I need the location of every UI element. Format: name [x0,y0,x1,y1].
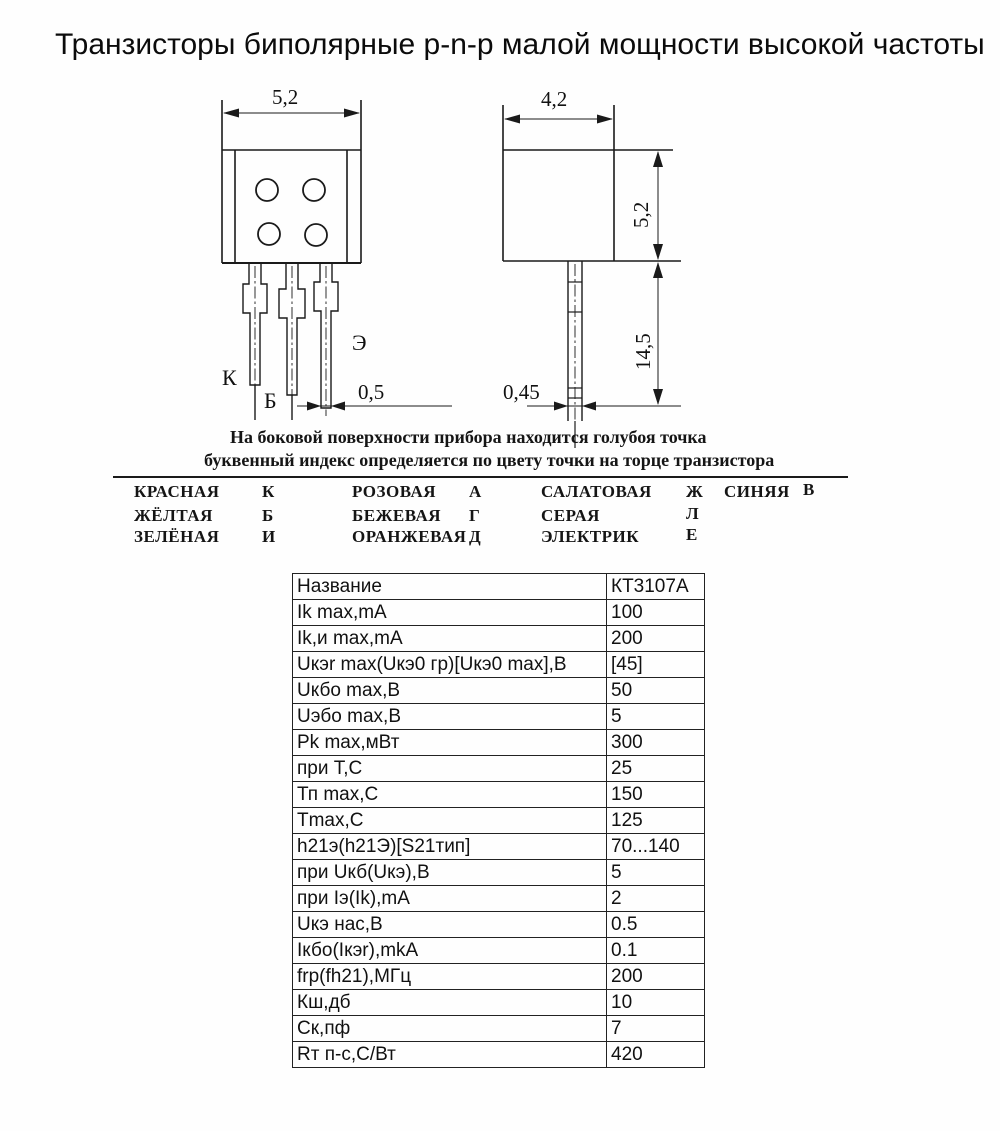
spec-param-cell: Ik,и max,mA [293,626,607,652]
table-row [293,678,705,704]
color-name: САЛАТОВАЯ [541,482,652,501]
spec-param-cell: Uкэ нас,В [293,912,607,938]
color-name: СИНЯЯ [724,482,790,501]
emitter-label: Э [352,330,367,355]
table-row [293,574,705,600]
spec-param-cell: при Т,С [293,756,607,782]
spec-param-cell: Uкбо max,В [293,678,607,704]
color-letter-code: Д [469,527,482,546]
color-letter-code: И [262,527,276,546]
spec-value-cell: 5 [607,860,705,886]
spec-param-cell: Ск,пф [293,1016,607,1042]
spec-value-cell: 7 [607,1016,705,1042]
table-row [293,626,705,652]
table-row [293,652,705,678]
spec-value-cell: 25 [607,756,705,782]
color-letter-code: Л [686,504,700,523]
table-row [293,600,705,626]
base-label: Б [264,388,277,413]
dimple-hole [258,223,280,245]
side-lead-length-dim-label: 14,5 [631,333,655,370]
dimple-hole [305,224,327,246]
side-height-dim-label: 5,2 [629,201,653,228]
color-letter-code: В [803,480,815,499]
spec-value-cell: 0.1 [607,938,705,964]
note-line-1: На боковой поверхности прибора находится голубоя точка [230,427,707,447]
color-name: ЭЛЕКТРИК [541,527,640,546]
table-row [293,912,705,938]
front-view-drawing [222,85,452,420]
color-letter-code: А [469,482,482,501]
spec-value-cell: 150 [607,782,705,808]
table-row [293,1016,705,1042]
spec-param-cell: Название [293,574,607,600]
spec-table [292,573,705,1068]
color-name: ОРАНЖЕВАЯ [352,527,467,546]
spec-value-cell: 70...140 [607,834,705,860]
page-title: Транзисторы биполярные p-n-p малой мощности высокой частоты [55,28,985,61]
spec-value-cell: КТ3107А [607,574,705,600]
spec-param-cell: Ik max,mA [293,600,607,626]
spec-param-cell: frp(fh21),МГц [293,964,607,990]
color-letter-code: Е [686,525,698,544]
spec-value-cell: 2 [607,886,705,912]
table-row [293,1042,705,1068]
table-row [293,704,705,730]
spec-param-cell: Iкбо(Iкэr),mkA [293,938,607,964]
divider-line [113,476,848,478]
spec-value-cell: 50 [607,678,705,704]
color-letter-code: Г [469,506,481,525]
front-width-dim-label: 5,2 [272,85,299,109]
spec-value-cell: 300 [607,730,705,756]
color-name: БЕЖЕВАЯ [352,506,442,525]
table-row [293,938,705,964]
dimple-hole [256,179,278,201]
spec-value-cell: 0.5 [607,912,705,938]
spec-param-cell: Uкэr max(Uкэ0 гр)[Uкэ0 max],В [293,652,607,678]
spec-value-cell: 5 [607,704,705,730]
spec-value-cell: 10 [607,990,705,1016]
spec-value-cell: 200 [607,964,705,990]
color-name: ЗЕЛЁНАЯ [134,527,220,546]
collector-label: К [222,365,237,390]
table-row [293,990,705,1016]
color-letter-code: Ж [686,482,704,501]
color-name: РОЗОВАЯ [352,482,437,501]
color-letter-code: Б [262,506,274,525]
spec-param-cell: Тп max,С [293,782,607,808]
table-row [293,730,705,756]
color-name: СЕРАЯ [541,506,600,525]
table-row [293,808,705,834]
color-letter-code: К [262,482,275,501]
table-row [293,756,705,782]
side-lead-thickness-dim-label: 0,45 [503,380,540,404]
spec-value-cell: [45] [607,652,705,678]
table-row [293,860,705,886]
side-width-dim-label: 4,2 [541,87,568,111]
spec-param-cell: при Iэ(Ik),mA [293,886,607,912]
spec-value-cell: 420 [607,1042,705,1068]
spec-param-cell: Rт п-с,С/Вт [293,1042,607,1068]
table-row [293,886,705,912]
color-name: ЖЁЛТАЯ [134,506,213,525]
spec-param-cell: при Uкб(Uкэ),В [293,860,607,886]
spec-param-cell: h21э(h21Э)[S21тип] [293,834,607,860]
side-view-drawing [503,87,681,448]
table-row [293,964,705,990]
spec-param-cell: Uэбо max,В [293,704,607,730]
dimple-hole [303,179,325,201]
front-lead-width-dim-label: 0,5 [358,380,385,404]
spec-value-cell: 200 [607,626,705,652]
note-line-2: буквенный индекс определяется по цвету точки на торце транзистора [204,450,775,470]
spec-param-cell: Tmax,C [293,808,607,834]
package-dimension-drawing [0,0,1000,470]
spec-param-cell: Pk max,мВт [293,730,607,756]
spec-value-cell: 100 [607,600,705,626]
color-name: КРАСНАЯ [134,482,220,501]
spec-param-cell: Кш,дб [293,990,607,1016]
table-row [293,834,705,860]
table-row [293,782,705,808]
spec-value-cell: 125 [607,808,705,834]
